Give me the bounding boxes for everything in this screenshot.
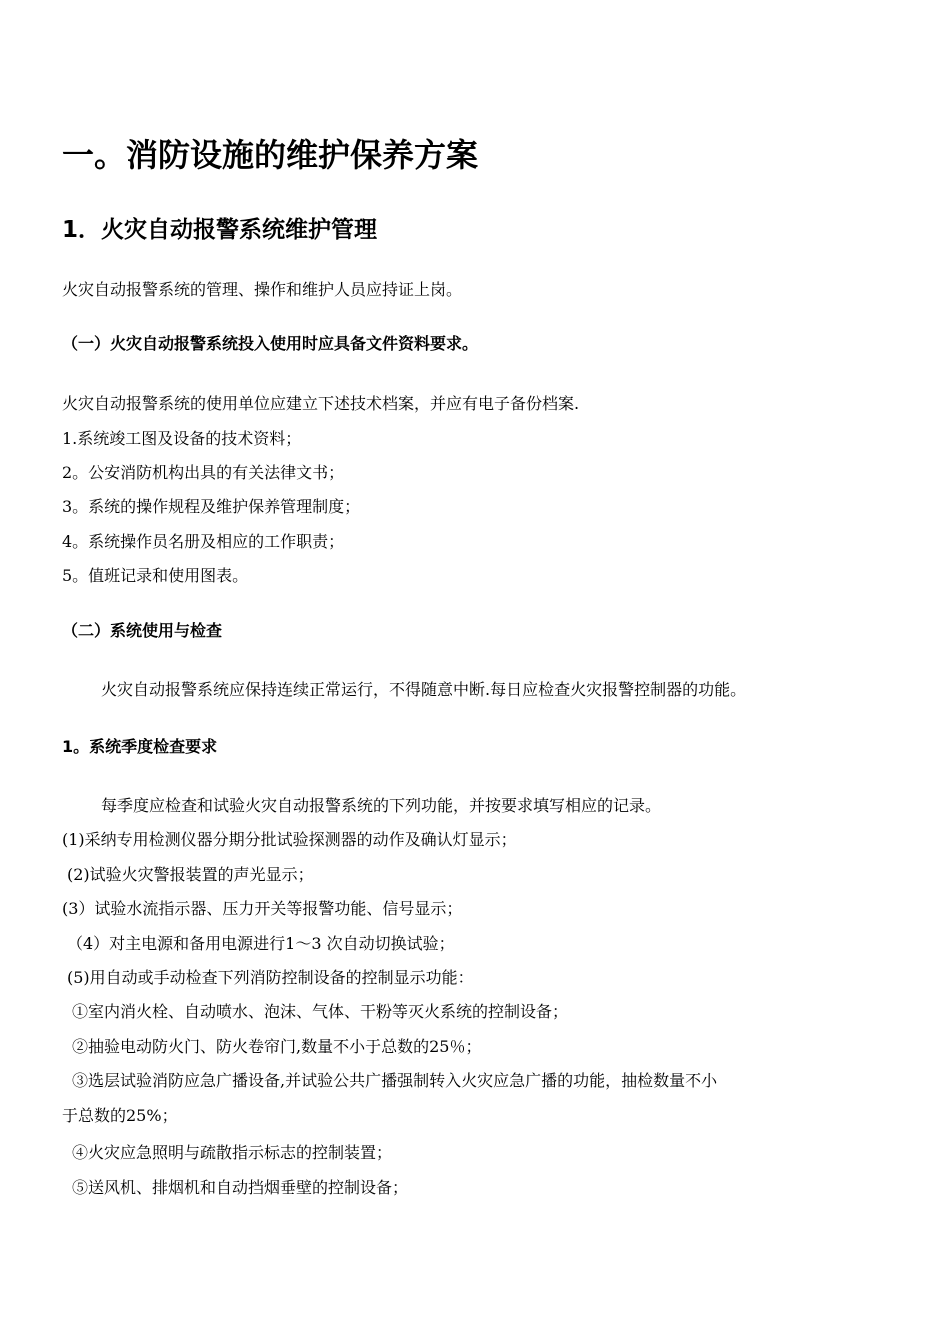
section-heading: 1．火灾自动报警系统维护管理 <box>62 217 378 243</box>
list-item: (1)采纳专用检测仪器分期分批试验探测器的动作及确认灯显示； <box>62 830 517 849</box>
subsection-heading-2: （二）系统使用与检查 <box>62 621 223 640</box>
subsection-2-paragraph: 火灾自动报警系统应保持连续正常运行，不得随意中断.每日应检查火灾报警控制器的功能。 <box>101 680 747 699</box>
list-subitem: ①室内消火栓、自动喷水、泡沫、气体、干粉等灭火系统的控制设备； <box>72 1002 569 1021</box>
subsection-1-intro: 火灾自动报警系统的使用单位应建立下述技术档案，并应有电子备份档案. <box>62 394 580 413</box>
list-item: 1.系统竣工图及设备的技术资料； <box>62 429 302 448</box>
quarterly-intro: 每季度应检查和试验火灾自动报警系统的下列功能，并按要求填写相应的记录。 <box>101 796 662 815</box>
list-subitem: ②抽验电动防火门、防火卷帘门,数量不小于总数的25％； <box>72 1037 482 1056</box>
quarterly-heading: 1。系统季度检查要求 <box>62 737 218 756</box>
list-subitem: ④火灾应急照明与疏散指示标志的控制装置； <box>72 1143 393 1162</box>
page-title: 一。消防设施的维护保养方案 <box>62 136 479 174</box>
list-item: (5)用自动或手动检查下列消防控制设备的控制显示功能： <box>67 968 474 987</box>
list-item: (3）试验水流指示器、压力开关等报警功能、信号显示； <box>62 899 463 918</box>
list-item: 4。系统操作员名册及相应的工作职责； <box>62 532 345 551</box>
section-intro: 火灾自动报警系统的管理、操作和维护人员应持证上岗。 <box>62 280 463 299</box>
list-item: (2)试验火灾警报装置的声光显示； <box>67 865 314 884</box>
list-subitem: ⑤送风机、排烟机和自动挡烟垂壁的控制设备； <box>72 1178 409 1197</box>
list-item: 5。值班记录和使用图表。 <box>62 566 249 585</box>
list-item: 2。公安消防机构出具的有关法律文书； <box>62 463 345 482</box>
list-subitem: ③选层试验消防应急广播设备,并试验公共广播强制转入火灾应急广播的功能，抽检数量不小 <box>72 1071 718 1090</box>
subsection-heading-1: （一）火灾自动报警系统投入使用时应具备文件资料要求。 <box>62 334 479 353</box>
list-subitem-continuation: 于总数的25%； <box>62 1106 178 1125</box>
list-item: （4）对主电源和备用电源进行1～3 次自动切换试验； <box>67 934 455 953</box>
list-item: 3。系统的操作规程及维护保养管理制度； <box>62 497 361 516</box>
